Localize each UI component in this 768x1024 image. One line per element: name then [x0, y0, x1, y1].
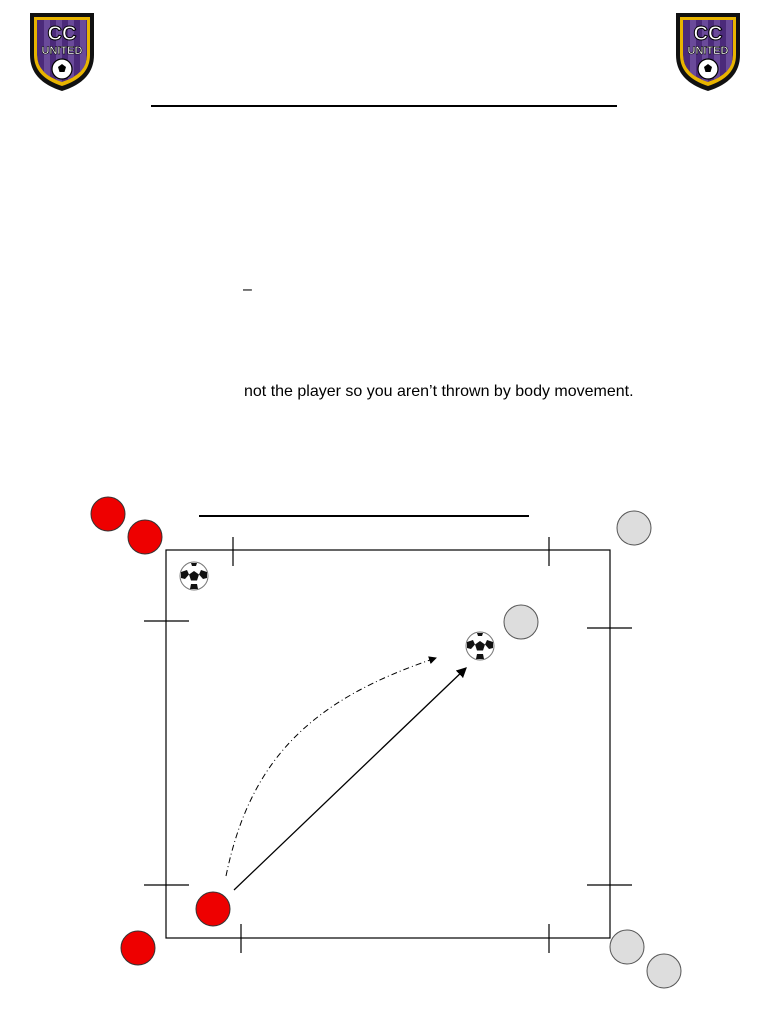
dash-text: – — [243, 281, 252, 298]
gate-markers — [144, 537, 632, 953]
soccer-ball-icon — [180, 562, 208, 590]
red-players — [91, 497, 230, 965]
red-player-marker-icon — [128, 520, 162, 554]
svg-text:CC: CC — [693, 23, 723, 45]
soccer-ball-icon — [466, 632, 494, 660]
dashed-run-arrow-icon — [226, 658, 436, 876]
grey-player-marker-icon — [617, 511, 651, 545]
grey-player-marker-icon — [610, 930, 644, 964]
pass-arrow-icon — [234, 668, 466, 890]
grey-player-marker-icon — [504, 605, 538, 639]
svg-text:UNITED: UNITED — [41, 45, 83, 57]
svg-text:CC: CC — [47, 23, 77, 45]
svg-text:UNITED: UNITED — [687, 45, 729, 57]
grey-player-marker-icon — [647, 954, 681, 988]
red-player-marker-icon — [91, 497, 125, 531]
red-player-marker-icon — [121, 931, 155, 965]
grid-boundary — [166, 550, 610, 938]
coaching-note: not the player so you aren’t thrown by body movement. — [244, 383, 634, 400]
grey-players — [504, 511, 681, 988]
red-player-marker-icon — [196, 892, 230, 926]
